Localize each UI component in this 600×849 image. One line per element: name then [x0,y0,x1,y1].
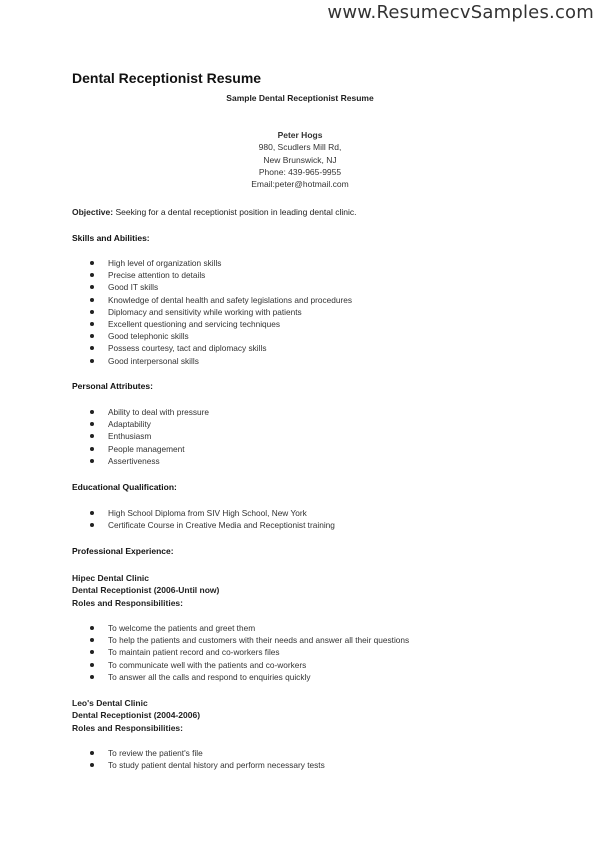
experience-heading: Professional Experience: [72,546,174,556]
education-heading: Educational Qualification: [72,482,177,492]
list-item: People management [72,443,209,455]
job-role: Dental Receptionist (2006-Until now) [72,585,220,596]
contact-block [72,129,528,190]
job-role: Dental Receptionist (2004-2006) [72,710,201,721]
list-item: Certificate Course in Creative Media and Receptionist training [72,519,335,531]
list-item: Assertiveness [72,455,209,467]
list-item: To study patient dental history and perform necessary tests [72,759,325,771]
job-1 [72,572,219,609]
job-employer: Leo's Dental Clinic [72,698,148,708]
education-list [72,507,335,531]
list-item: To help the patients and customers with their needs and answer all their questions [72,634,409,646]
job-2 [72,697,200,734]
list-item: To welcome the patients and greet them [72,622,409,634]
job-1-responsibilities [72,622,409,683]
list-item: Ability to deal with pressure [72,406,209,418]
objective [72,207,356,217]
contact-address-line1: 980, Scudlers Mill Rd, [258,142,342,153]
list-item: Good interpersonal skills [72,355,352,367]
list-item: Good IT skills [72,281,352,293]
job-responsibilities-label: Roles and Responsibilities: [72,722,183,733]
list-item: To review the patient's file [72,747,325,759]
list-item: To answer all the calls and respond to enquiries quickly [72,671,409,683]
job-responsibilities-label: Roles and Responsibilities: [72,597,183,608]
list-item: To maintain patient record and co-workers files [72,646,409,658]
contact-email: Email:peter@hotmail.com [251,179,349,190]
attributes-list [72,406,209,467]
list-item: Excellent questioning and servicing techniques [72,318,352,330]
job-employer: Hipec Dental Clinic [72,573,149,583]
list-item: Precise attention to details [72,269,352,281]
objective-label: Objective: [72,207,114,217]
page-subtitle: Sample Dental Receptionist Resume [226,93,374,103]
contact-address-line2: New Brunswick, NJ [263,154,337,165]
page-title: Dental Receptionist Resume [72,70,262,86]
objective-text: Seeking for a dental receptionist position in leading dental clinic. [113,207,357,217]
list-item: Possess courtesy, tact and diplomacy skills [72,342,352,354]
skills-heading: Skills and Abilities: [72,233,150,243]
contact-name: Peter Hogs [277,130,323,140]
list-item: Enthusiasm [72,430,209,442]
list-item: Knowledge of dental health and safety legislations and procedures [72,294,352,306]
job-2-responsibilities [72,747,325,771]
list-item: High School Diploma from SIV High School, New York [72,507,335,519]
list-item: Adaptability [72,418,209,430]
list-item: High level of organization skills [72,257,352,269]
watermark: www.ResumecvSamples.com [327,2,594,23]
attributes-heading: Personal Attributes: [72,381,153,391]
skills-list [72,257,352,367]
contact-phone: Phone: 439-965-9955 [258,166,342,177]
list-item: To communicate well with the patients and co-workers [72,659,409,671]
list-item: Good telephonic skills [72,330,352,342]
list-item: Diplomacy and sensitivity while working with patients [72,306,352,318]
